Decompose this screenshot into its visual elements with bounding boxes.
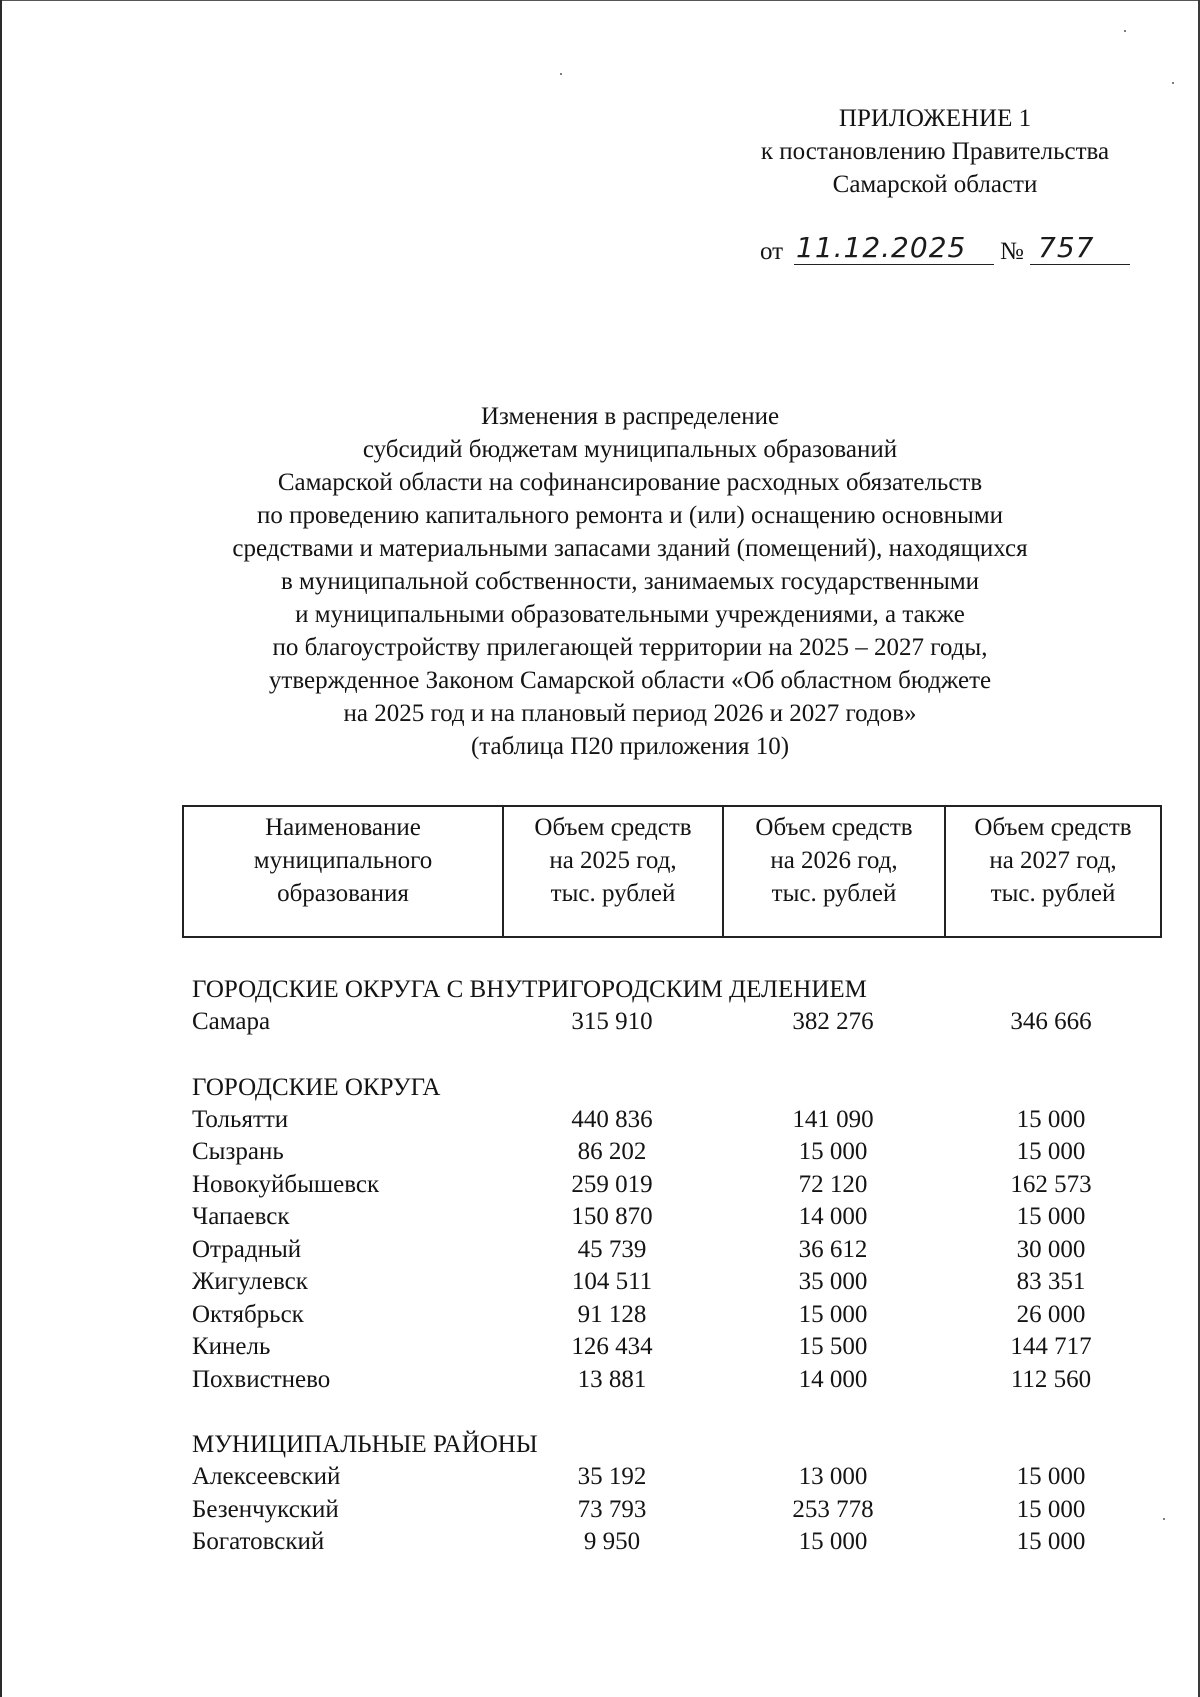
value-2025: 104 511	[571, 1268, 653, 1295]
decree-number: 757	[1038, 231, 1095, 264]
value-2026: 15 000	[798, 1138, 868, 1165]
municipality-name: Богатовский	[192, 1528, 325, 1555]
section-title: ГОРОДСКИЕ ОКРУГА	[192, 1073, 441, 1101]
value-2026: 36 612	[798, 1235, 868, 1263]
value-2026: 382 276	[792, 1008, 874, 1035]
appendix-line-3: Самарской области	[832, 171, 1038, 198]
value-2025: 91 128	[577, 1300, 647, 1328]
municipality-name: Кинель	[192, 1333, 271, 1360]
value-2026: 141 090	[792, 1105, 874, 1133]
value-2025: 440 836	[571, 1105, 653, 1133]
table-row	[182, 1331, 1162, 1364]
municipality-name: Тольятти	[192, 1105, 289, 1133]
header-municipality	[184, 807, 504, 936]
value-2025: 35 192	[577, 1463, 647, 1490]
title-line: Изменения в распределение	[480, 403, 780, 430]
municipality-name: Отрадный	[192, 1235, 302, 1263]
value-2027: 15 000	[1016, 1528, 1086, 1555]
scan-top-edge	[0, 0, 1200, 1]
title-line: в муниципальной собственности, занимаемых государственными	[280, 568, 980, 595]
header-text: на 2026 год,	[770, 847, 898, 874]
value-2026: 13 000	[798, 1463, 868, 1490]
appendix-line-2: к постановлению Правительства	[760, 138, 1110, 165]
title-line: Самарской области на софинансирование расходных обязательств	[277, 469, 983, 496]
header-text: тыс. рублей	[771, 880, 897, 907]
header-text: на 2027 год,	[989, 847, 1117, 874]
municipality-name: Сызрань	[192, 1138, 284, 1165]
scan-speck	[1172, 82, 1174, 84]
title-line: и муниципальными образовательными учреждениями, а также	[295, 601, 965, 628]
value-2027: 15 000	[1016, 1463, 1086, 1490]
table-row	[182, 1169, 1162, 1202]
table-row	[182, 1006, 1162, 1039]
municipality-name: Жигулевск	[192, 1268, 308, 1295]
scan-left-edge	[0, 0, 2, 1697]
value-2027: 15 000	[1016, 1203, 1086, 1230]
title-line: (таблица П20 приложения 10)	[470, 733, 790, 760]
value-2026: 14 000	[798, 1203, 868, 1230]
value-2026: 15 500	[798, 1333, 868, 1360]
header-2026	[724, 807, 946, 936]
header-text: Объем средств	[974, 814, 1132, 841]
table-header	[182, 805, 1162, 938]
decree-from-label: от	[760, 238, 784, 265]
value-2026: 72 120	[798, 1170, 868, 1198]
header-2025	[504, 807, 724, 936]
value-2027: 26 000	[1016, 1300, 1086, 1328]
section-gap	[182, 1396, 1162, 1428]
decree-date: 11.12.2025	[796, 231, 967, 264]
header-text: Наименование	[265, 814, 421, 841]
table-row	[182, 1266, 1162, 1299]
value-2027: 30 000	[1016, 1235, 1086, 1263]
value-2025: 45 739	[577, 1235, 647, 1263]
table-body	[182, 973, 1162, 1559]
header-text: на 2025 год,	[549, 847, 677, 874]
value-2026: 15 000	[798, 1528, 868, 1555]
header-text: Объем средств	[534, 814, 692, 841]
value-2027: 112 560	[1010, 1365, 1092, 1393]
value-2027: 346 666	[1010, 1008, 1092, 1035]
header-text: образования	[277, 880, 409, 907]
table-row	[182, 1136, 1162, 1169]
table-row	[182, 1494, 1162, 1527]
municipality-name: Похвистнево	[192, 1365, 331, 1393]
value-2025: 259 019	[571, 1170, 653, 1198]
value-2025: 150 870	[571, 1203, 653, 1230]
title-line: субсидий бюджетам муниципальных образований	[362, 436, 898, 463]
value-2025: 9 950	[583, 1528, 641, 1555]
section-gap	[182, 1039, 1162, 1071]
value-2027: 144 717	[1010, 1333, 1092, 1360]
table-row	[182, 1201, 1162, 1234]
scan-speck	[560, 73, 562, 75]
value-2027: 15 000	[1016, 1105, 1086, 1133]
table-row	[182, 1526, 1162, 1559]
value-2027: 15 000	[1016, 1138, 1086, 1165]
value-2027: 83 351	[1016, 1268, 1086, 1295]
decree-reference	[760, 232, 1140, 272]
title-line: на 2025 год и на плановый период 2026 и 2027 годов»	[343, 700, 917, 727]
value-2027: 162 573	[1010, 1170, 1092, 1198]
value-2025: 86 202	[577, 1138, 647, 1165]
municipality-name: Алексеевский	[192, 1463, 341, 1490]
scan-speck	[1163, 1518, 1165, 1520]
value-2026: 15 000	[798, 1300, 868, 1328]
value-2025: 13 881	[577, 1365, 647, 1393]
municipality-name: Октябрьск	[192, 1300, 304, 1328]
value-2025: 315 910	[571, 1008, 653, 1035]
header-text: тыс. рублей	[990, 880, 1116, 907]
municipality-name: Самара	[192, 1008, 271, 1035]
municipality-name: Чапаевск	[192, 1203, 290, 1230]
header-text: тыс. рублей	[550, 880, 676, 907]
value-2025: 126 434	[571, 1333, 653, 1360]
decree-number-label: №	[1000, 238, 1024, 265]
header-text: Объем средств	[755, 814, 913, 841]
table-row	[182, 1104, 1162, 1137]
value-2026: 14 000	[798, 1365, 868, 1393]
value-2027: 15 000	[1016, 1495, 1086, 1523]
title-line: по благоустройству прилегающей территории на 2025 – 2027 годы,	[272, 634, 988, 661]
header-2027	[946, 807, 1160, 936]
section-title: ГОРОДСКИЕ ОКРУГА С ВНУТРИГОРОДСКИМ ДЕЛЕНИЕМ	[192, 976, 867, 1003]
appendix-title: ПРИЛОЖЕНИЕ 1	[838, 105, 1032, 132]
table-row	[182, 1234, 1162, 1267]
municipality-name: Безенчукский	[192, 1495, 339, 1523]
appendix-header	[720, 102, 1150, 201]
value-2025: 73 793	[577, 1495, 647, 1523]
table-row	[182, 1461, 1162, 1494]
header-text: муниципального	[253, 847, 433, 874]
municipality-name: Новокуйбышевск	[192, 1170, 380, 1198]
title-line: утвержденное Законом Самарской области «Об областном бюджете	[268, 667, 992, 694]
title-line: средствами и материальными запасами зданий (помещений), находящихся	[232, 535, 1028, 562]
table-row	[182, 1299, 1162, 1332]
value-2026: 35 000	[798, 1268, 868, 1295]
scan-speck	[1124, 30, 1126, 32]
document-title	[150, 400, 1110, 763]
section-title: МУНИЦИПАЛЬНЫЕ РАЙОНЫ	[192, 1431, 538, 1458]
value-2026: 253 778	[792, 1495, 874, 1523]
table-row	[182, 1364, 1162, 1397]
title-line: по проведению капитального ремонта и (или) оснащению основными	[256, 502, 1004, 529]
